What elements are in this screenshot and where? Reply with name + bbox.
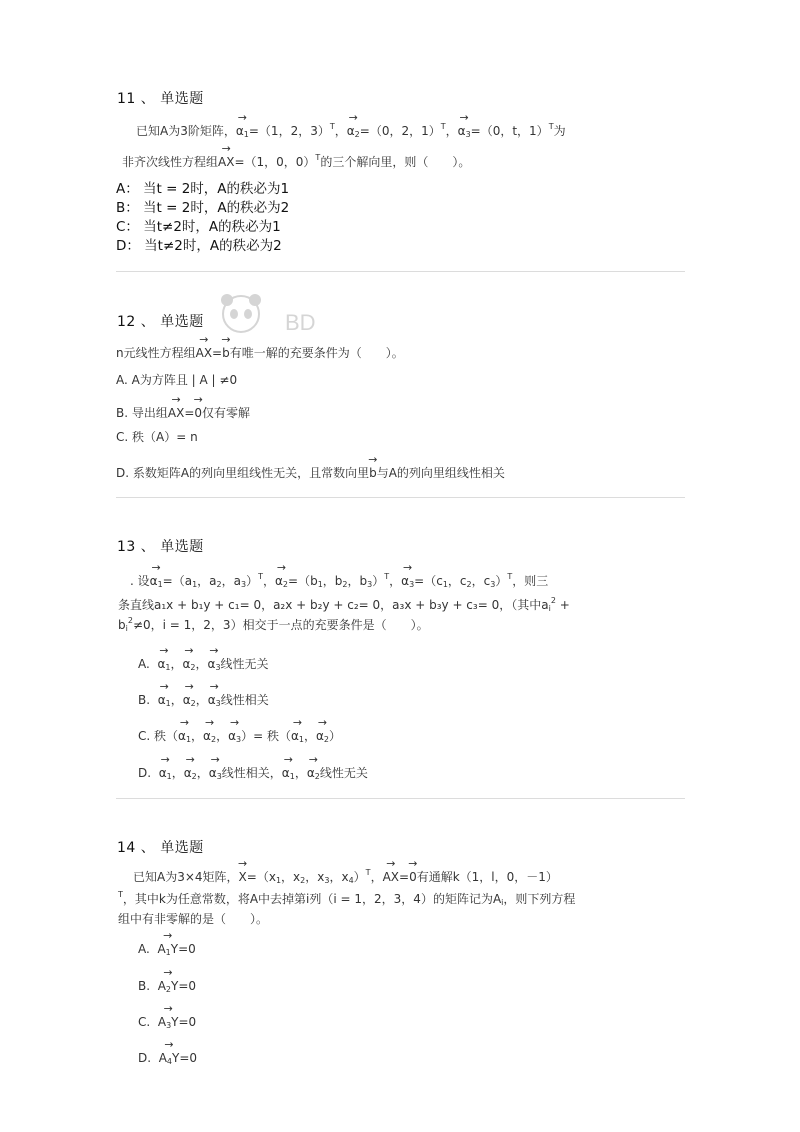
q13-stem-line1: . 设→ $\alpha_1=(a_1$，$a_2$，$a_3)^T$，→ $\alpha_2=(b_1$，$b_2$，$b_3)^T$，→ $\alpha_3=(c_1$，$c_2$，$c_3)^T$，则三 <box>130 572 548 589</box>
q11-stem-line2: 非齐次线性方程组→ AX=（1，0，0）$^T$的三个解向里，则（ ）。 <box>122 153 470 170</box>
q14-heading: 14 、 单选题 <box>117 840 204 856</box>
q14-option-b[interactable]: B. → $A_2Y=0$ <box>138 979 196 994</box>
q13-heading: 13 、 单选题 <box>117 539 204 555</box>
divider <box>116 271 685 272</box>
q14-option-a[interactable]: A. → $A_1Y=0$ <box>138 942 196 957</box>
q13-stem-line2: 条直线a₁x + b₁y + c₁= 0，a₂x + b₂y + c₂= 0，a₃x + b₃y + c₃= 0，（其中$a_i^2$ + <box>118 596 570 613</box>
q12-heading: 12 、 单选题 <box>117 314 204 330</box>
q13-option-b[interactable]: B. → $\alpha_1$，→ $\alpha_2$，→ $\alpha_3$线性相关 <box>138 691 269 708</box>
q14-option-c[interactable]: C. → $A_3Y=0$ <box>138 1015 196 1030</box>
q11-stem-line1: 已知A为3阶矩阵，→ $\alpha_1=(1$，2，3）$^T$，→ $\alpha_2=(0$，2，1）$^T$，→ $\alpha_3=(0$，t，1）$^T$为 <box>136 122 566 139</box>
panda-watermark-logo <box>213 292 353 342</box>
q14-stem-line3: 组中有非零解的是（ ）。 <box>118 912 269 926</box>
q13-stem-line3: $b_i^2\ne 0$，i = 1，2，3）相交于一点的充要条件是（ ）。 <box>118 616 429 633</box>
divider <box>116 497 685 498</box>
q11-heading: 11 、 单选题 <box>117 91 204 107</box>
q14-stem-line1: 已知A为3×4矩阵，→ $X=(x_1$，$x_2$，$x_3$，$x_4)^T$，→ AX=→ 0有通解k（1，l，0，－1） <box>133 868 558 885</box>
q11-option-c[interactable]: C： 当t≠2时，A的秩必为1 <box>116 219 281 235</box>
q12-option-d[interactable]: D. 系数矩阵A的列向里组线性无关，且常数向里→ b与A的列向里组线性相关 <box>116 464 505 481</box>
watermark-text: BD <box>285 310 316 335</box>
q14-option-d[interactable]: D. → $A_4Y=0$ <box>138 1051 197 1066</box>
q12-stem: n元线性方程组→ AX=→ b有唯一解的充要条件为（ ）。 <box>116 344 404 361</box>
q12-option-a[interactable]: A. A为方阵且 | A | ≠0 <box>116 373 238 387</box>
q13-option-a[interactable]: A. → $\alpha_1$，→ $\alpha_2$，→ $\alpha_3$线性无关 <box>138 655 269 672</box>
q14-stem-line2: $^T$，其中k为任意常数，将A中去掉第i列（i = 1，2，3，4）的矩阵记为$A_i$，则下列方程 <box>118 890 576 907</box>
q11-option-d[interactable]: D： 当t≠2时，A的秩必为2 <box>116 238 282 254</box>
q12-option-c[interactable]: C. 秩（A）= n <box>116 430 198 444</box>
q12-option-b[interactable]: B. 导出组→ AX=→ 0仅有零解 <box>116 404 250 421</box>
divider <box>116 798 685 799</box>
q13-option-d[interactable]: D. → $\alpha_1$，→ $\alpha_2$，→ $\alpha_3$线性相关，→ $\alpha_1$，→ $\alpha_2$线性无关 <box>138 764 368 781</box>
q11-option-b[interactable]: B： 当t = 2时，A的秩必为2 <box>116 200 290 216</box>
q13-option-c[interactable]: C. 秩（→ $\alpha_1$，→ $\alpha_2$，→ $\alpha_3)=$ 秩（→ $\alpha_1$，→ $\alpha_2$） <box>138 727 341 744</box>
q11-option-a[interactable]: A： 当t = 2时，A的秩必为1 <box>116 181 290 197</box>
